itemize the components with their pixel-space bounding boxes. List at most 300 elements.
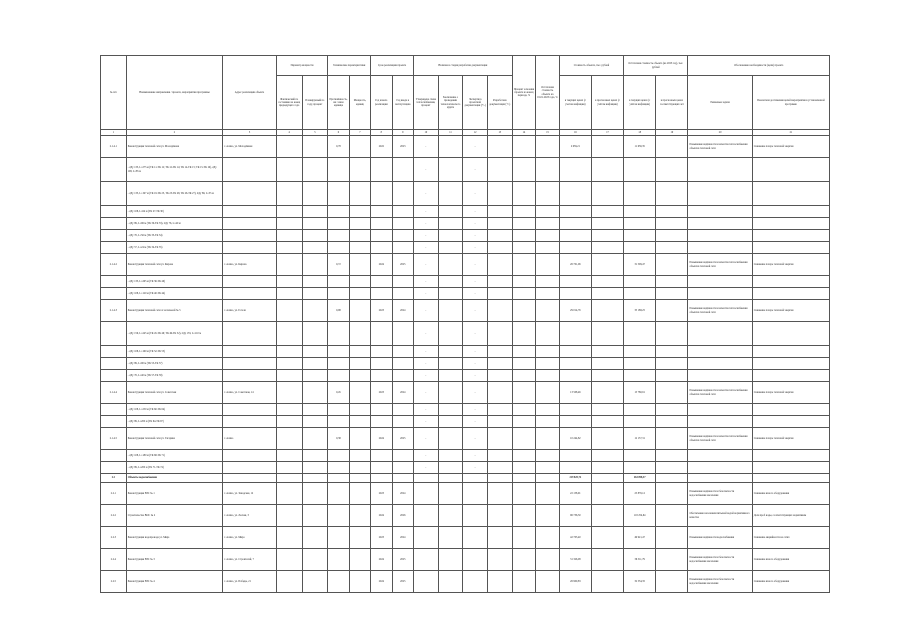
indicators-cell: Снижение потерь тепловой энергии	[752, 428, 829, 450]
cost-forecast-cell	[591, 462, 623, 474]
length-cell: 0,45	[328, 382, 349, 404]
residual-percent-cell	[536, 450, 560, 462]
docs-scheme-cell: -	[414, 416, 439, 428]
tasks-cell	[688, 230, 752, 242]
cost-forecast-cell	[591, 276, 623, 288]
row-name: - 2Ду 89, L=200 м (ТК 71-ТК 74)	[126, 462, 222, 474]
table-row	[101, 206, 830, 218]
residual-percent-cell	[536, 571, 560, 593]
length-cell	[328, 416, 349, 428]
end-year-cell	[392, 288, 413, 300]
row-address	[223, 450, 277, 462]
residual-percent-cell	[536, 404, 560, 416]
docs-scheme-cell	[414, 474, 439, 483]
cost-current-cell	[559, 346, 591, 358]
residual-percent-cell	[536, 322, 560, 346]
row-address	[223, 358, 277, 370]
indicators-cell	[752, 242, 829, 254]
indicators-cell	[752, 288, 829, 300]
docs-audit-cell	[438, 254, 463, 276]
investment-program-table	[100, 55, 830, 593]
cost-current-cell	[559, 230, 591, 242]
row-address	[223, 416, 277, 428]
docs-audit-cell	[438, 483, 463, 505]
cost-current-cell	[559, 242, 591, 254]
capacity-cell	[349, 474, 370, 483]
docs-developed-cell	[487, 382, 512, 404]
tasks-cell	[688, 416, 752, 428]
capacity-cell	[349, 276, 370, 288]
row-number	[101, 370, 127, 382]
power-plan-cell	[302, 483, 328, 505]
power-plan-cell	[302, 300, 328, 322]
residual-current-cell: 11 659,35	[624, 136, 656, 158]
cost-current-cell: 22 158,91	[559, 483, 591, 505]
residual-forecast-cell	[656, 358, 688, 370]
docs-audit-cell	[438, 136, 463, 158]
start-year-cell	[371, 322, 392, 346]
residual-forecast-cell	[656, 370, 688, 382]
row-number: 2.2	[101, 474, 127, 483]
row-address: г. Асино, ул. Заводская, 12	[223, 483, 277, 505]
end-year-cell	[392, 346, 413, 358]
cost-forecast-cell	[591, 549, 623, 571]
cost-forecast-cell	[591, 346, 623, 358]
docs-scheme-cell: -	[414, 254, 439, 276]
docs-scheme-cell: -	[414, 428, 439, 450]
column-number: 20	[688, 130, 752, 136]
docs-expertise-cell: -	[463, 300, 488, 322]
table-row	[101, 276, 830, 288]
power-actual-cell	[276, 483, 302, 505]
start-year-cell	[371, 450, 392, 462]
docs-expertise-cell: -	[463, 288, 488, 300]
cost-forecast-cell	[591, 370, 623, 382]
indicators-cell: Снижение аварийности на сетях	[752, 527, 829, 549]
row-address	[223, 230, 277, 242]
col-address-header: Адрес реализации объекта	[223, 56, 277, 130]
power-actual-cell	[276, 182, 302, 206]
power-actual-cell	[276, 288, 302, 300]
start-year-cell: 2024	[371, 428, 392, 450]
docs-scheme-cell: -	[414, 358, 439, 370]
length-cell: 0,98	[328, 300, 349, 322]
residual-current-cell: 263 098,37	[624, 474, 656, 483]
tasks-cell	[688, 242, 752, 254]
indicators-cell	[752, 276, 829, 288]
docs-expertise-cell: -	[463, 242, 488, 254]
docs-scheme-cell: -	[414, 322, 439, 346]
row-name: Реконструкция тепловой сети ул. Молодёжная	[126, 136, 222, 158]
residual-percent-cell	[536, 230, 560, 242]
end-year-cell: 2024	[392, 483, 413, 505]
docs-developed-cell	[487, 483, 512, 505]
percent-cell	[512, 370, 536, 382]
row-number: 2.2.1	[101, 483, 127, 505]
power-actual-cell	[276, 450, 302, 462]
power-plan-cell	[302, 230, 328, 242]
row-name: Реконструкция водопровода ул. Мира	[126, 527, 222, 549]
residual-percent-cell	[536, 158, 560, 182]
residual-percent-cell	[536, 549, 560, 571]
tasks-cell	[688, 346, 752, 358]
cost-forecast-cell	[591, 136, 623, 158]
docs-developed-cell	[487, 158, 512, 182]
docs-scheme-cell: -	[414, 136, 439, 158]
residual-forecast-cell	[656, 404, 688, 416]
start-year-cell	[371, 462, 392, 474]
power-plan-cell	[302, 474, 328, 483]
indicators-cell	[752, 182, 829, 206]
residual-forecast-cell	[656, 450, 688, 462]
residual-forecast-cell	[656, 346, 688, 358]
residual-percent-cell	[536, 300, 560, 322]
row-address	[223, 218, 277, 230]
start-year-cell: 2024	[371, 254, 392, 276]
residual-percent-cell	[536, 288, 560, 300]
col-percent-header: Процент освоения проекта на конец периода, %	[512, 56, 536, 130]
power-plan-cell	[302, 206, 328, 218]
start-year-cell	[371, 242, 392, 254]
power-actual-cell	[276, 300, 302, 322]
table-row	[101, 416, 830, 428]
indicators-cell	[752, 416, 829, 428]
docs-audit-cell	[438, 242, 463, 254]
docs-developed-cell	[487, 549, 512, 571]
length-cell	[328, 346, 349, 358]
power-actual-cell	[276, 462, 302, 474]
docs-developed-cell	[487, 346, 512, 358]
residual-percent-cell	[536, 527, 560, 549]
residual-percent-cell	[536, 182, 560, 206]
row-number	[101, 276, 127, 288]
docs-scheme-cell: -	[414, 370, 439, 382]
table-row	[101, 462, 830, 474]
residual-current-cell: 35 188,25	[624, 300, 656, 322]
cost-forecast-cell	[591, 300, 623, 322]
docs-scheme-cell: -	[414, 242, 439, 254]
residual-forecast-cell	[656, 527, 688, 549]
end-year-cell	[392, 370, 413, 382]
power-actual-cell	[276, 404, 302, 416]
tasks-cell	[688, 218, 752, 230]
capacity-cell	[349, 549, 370, 571]
percent-cell	[512, 242, 536, 254]
docs-audit-cell	[438, 322, 463, 346]
row-name: - 2Ду 89, L=200 м (ТК 64-ТК 67)	[126, 416, 222, 428]
docs-expertise-cell: -	[463, 370, 488, 382]
table-row	[101, 230, 830, 242]
row-name: - 2Ду 108, L=180 м (ТК 68-ТК 71)	[126, 450, 222, 462]
tasks-cell: Повышение надёжности и качества теплоснабжения объектов тепловой сети	[688, 136, 752, 158]
column-number: 17	[591, 130, 623, 136]
docs-developed-cell	[487, 182, 512, 206]
cost-current-cell	[559, 182, 591, 206]
residual-current-cell	[624, 462, 656, 474]
row-number	[101, 242, 127, 254]
residual-current-cell	[624, 218, 656, 230]
indicators-cell	[752, 158, 829, 182]
length-cell	[328, 505, 349, 527]
residual-forecast-cell	[656, 288, 688, 300]
residual-current-cell	[624, 158, 656, 182]
residual-forecast-cell	[656, 462, 688, 474]
docs-scheme-cell: -	[414, 158, 439, 182]
row-number: 2.1.4.2	[101, 254, 127, 276]
cost-forecast-cell	[591, 182, 623, 206]
percent-cell	[512, 358, 536, 370]
cost-forecast-cell	[591, 571, 623, 593]
cost-current-cell: 96 736,50	[559, 505, 591, 527]
power-plan-cell	[302, 382, 328, 404]
tasks-header: Решаемые задачи	[688, 76, 752, 130]
start-year-cell	[371, 358, 392, 370]
row-number	[101, 358, 127, 370]
capacity-cell	[349, 358, 370, 370]
capacity-cell	[349, 242, 370, 254]
docs-expertise-cell: -	[463, 404, 488, 416]
residual-forecast-cell	[656, 571, 688, 593]
row-name: Реконструкция тепловой сети от котельной № 5	[126, 300, 222, 322]
cost-current-cell: 219 825,72	[559, 474, 591, 483]
power-plan-cell	[302, 527, 328, 549]
row-address	[223, 322, 277, 346]
end-year-cell	[392, 218, 413, 230]
residual-current-cell: 25 876,12	[624, 483, 656, 505]
percent-cell	[512, 474, 536, 483]
start-year-cell: 2023	[371, 527, 392, 549]
row-address	[223, 206, 277, 218]
docs-expertise-cell: -	[463, 136, 488, 158]
capacity-cell	[349, 450, 370, 462]
percent-cell	[512, 549, 536, 571]
residual-forecast-cell	[656, 322, 688, 346]
indicators-cell: Снижение потерь тепловой энергии	[752, 254, 829, 276]
row-name: - 2Ду 133, L=265 м (ТК 36-ТК 40)	[126, 276, 222, 288]
row-name: - 2Ду 108, L=250 м (ТК 60-ТК 64)	[126, 404, 222, 416]
length-cell	[328, 462, 349, 474]
start-year-cell	[371, 230, 392, 242]
col-name-header: Наименование направления / проекта, мероприятия программы	[126, 56, 222, 130]
length-cell	[328, 474, 349, 483]
residual-current-cell	[624, 404, 656, 416]
end-year-cell	[392, 242, 413, 254]
end-year-cell	[392, 182, 413, 206]
length-cell	[328, 158, 349, 182]
column-number: 5	[302, 130, 328, 136]
cost-current-cell	[559, 462, 591, 474]
docs-developed-cell	[487, 254, 512, 276]
residual-percent-cell	[536, 136, 560, 158]
power-plan-cell	[302, 450, 328, 462]
start-year-cell: 2023	[371, 382, 392, 404]
docs-audit-cell	[438, 300, 463, 322]
table-body	[101, 136, 830, 593]
tasks-cell: Повышение надёжности и качества теплоснабжения объектов тепловой сети	[688, 428, 752, 450]
power-actual-cell	[276, 505, 302, 527]
row-address: г. Асино, ул. Лесная, 3	[223, 505, 277, 527]
residual-current-header: в текущих ценах (с учётом инфляции)	[624, 76, 656, 130]
start-year-cell: 2024	[371, 571, 392, 593]
percent-cell	[512, 300, 536, 322]
percent-cell	[512, 218, 536, 230]
tech-group-header: Технические характеристики	[328, 56, 371, 76]
indicators-cell: Снижение потерь тепловой энергии	[752, 300, 829, 322]
capacity-cell	[349, 158, 370, 182]
cost-current-cell	[559, 288, 591, 300]
row-name: - 2Ду 89, L=90 м (ТК 55-ТК 57)	[126, 358, 222, 370]
docs-scheme-cell: -	[414, 404, 439, 416]
docs-developed-cell	[487, 136, 512, 158]
tasks-cell: Обеспечение населения питьевой водой нормативного качества	[688, 505, 752, 527]
residual-forecast-cell	[656, 428, 688, 450]
start-year-cell	[371, 218, 392, 230]
length-cell	[328, 358, 349, 370]
docs-audit-cell	[438, 182, 463, 206]
length-cell: 0,38	[328, 428, 349, 450]
end-year-cell	[392, 450, 413, 462]
row-name: Реконструкция ВЗС № 4	[126, 571, 222, 593]
residual-current-cell	[624, 230, 656, 242]
docs-scheme-cell	[414, 549, 439, 571]
power-plan-cell	[302, 358, 328, 370]
capacity-cell	[349, 505, 370, 527]
docs-expertise-cell: -	[463, 346, 488, 358]
percent-cell	[512, 571, 536, 593]
power-actual-cell	[276, 158, 302, 182]
docs-scheme-cell: -	[414, 230, 439, 242]
row-address: г. Асино, ул. Гоголя	[223, 300, 277, 322]
tech-length-header: Протяжённость, км / иная единица	[328, 76, 349, 130]
start-year-cell	[371, 276, 392, 288]
power-plan-cell	[302, 571, 328, 593]
power-actual-cell	[276, 136, 302, 158]
row-address	[223, 370, 277, 382]
row-number	[101, 182, 127, 206]
cost-current-cell	[559, 358, 591, 370]
length-cell: 0,78	[328, 136, 349, 158]
docs-scheme-cell	[414, 571, 439, 593]
column-number: 15	[536, 130, 560, 136]
power-actual-cell	[276, 370, 302, 382]
residual-forecast-cell	[656, 182, 688, 206]
row-number	[101, 218, 127, 230]
docs-scheme-cell	[414, 483, 439, 505]
power-plan-cell	[302, 218, 328, 230]
power-plan-cell	[302, 370, 328, 382]
row-address: г. Асино, ул. Мира	[223, 527, 277, 549]
residual-percent-cell	[536, 206, 560, 218]
term-end-header: Год ввода в эксплуатацию	[392, 76, 413, 130]
power-plan-cell	[302, 158, 328, 182]
power-plan-cell	[302, 288, 328, 300]
docs-developed-cell	[487, 474, 512, 483]
docs-scheme-cell: -	[414, 182, 439, 206]
power-plan-cell	[302, 242, 328, 254]
tasks-cell: Повышение надёжности и безопасности водоснабжения населения	[688, 571, 752, 593]
docs-developed-header: Разработана документация (+/-)	[487, 76, 512, 130]
cost-forecast-header: в прогнозных ценах (с учётом инфляции)	[591, 76, 623, 130]
end-year-cell: 2023	[392, 136, 413, 158]
justification-group-header: Обоснование необходимости (цели) проекта	[688, 56, 830, 76]
docs-audit-header: Заключение о проведении технологического аудита	[438, 76, 463, 130]
row-address: г. Асино, ул. Строителей, 7	[223, 549, 277, 571]
start-year-cell	[371, 474, 392, 483]
docs-developed-cell	[487, 276, 512, 288]
percent-cell	[512, 483, 536, 505]
row-name: - 2Ду 76, L=40 м (ТК 57-ТК 58)	[126, 370, 222, 382]
cost-current-cell	[559, 416, 591, 428]
table-row	[101, 346, 830, 358]
row-address: г. Асино, ул. Кирова	[223, 254, 277, 276]
project-row	[101, 483, 830, 505]
cost-current-cell	[559, 276, 591, 288]
power-plan-cell	[302, 182, 328, 206]
power-plan-cell	[302, 136, 328, 158]
power-actual-header: Фактический по состоянию на конец предыдущего года	[276, 76, 302, 130]
percent-cell	[512, 136, 536, 158]
cost-current-cell	[559, 404, 591, 416]
cost-forecast-cell	[591, 474, 623, 483]
row-name: Реконструкция ВЗС № 3	[126, 549, 222, 571]
length-cell	[328, 242, 349, 254]
docs-expertise-cell: -	[463, 158, 488, 182]
residual-current-cell	[624, 416, 656, 428]
power-actual-cell	[276, 206, 302, 218]
cost-forecast-cell	[591, 218, 623, 230]
indicators-cell: Снижение потерь тепловой энергии	[752, 136, 829, 158]
docs-expertise-cell: -	[463, 322, 488, 346]
docs-expertise-cell: -	[463, 254, 488, 276]
cost-forecast-cell	[591, 505, 623, 527]
row-number	[101, 322, 127, 346]
row-number	[101, 288, 127, 300]
row-number	[101, 462, 127, 474]
residual-current-cell: 12 157,31	[624, 428, 656, 450]
row-number: 2.1.4.5	[101, 428, 127, 450]
docs-expertise-cell	[463, 527, 488, 549]
start-year-cell: 2023	[371, 483, 392, 505]
column-number: 19	[656, 130, 688, 136]
docs-expertise-cell: -	[463, 462, 488, 474]
tasks-cell	[688, 206, 752, 218]
tasks-cell	[688, 182, 752, 206]
tasks-cell	[688, 462, 752, 474]
row-number: 2.2.4	[101, 549, 127, 571]
residual-current-cell	[624, 322, 656, 346]
percent-cell	[512, 230, 536, 242]
project-row	[101, 136, 830, 158]
project-row	[101, 300, 830, 322]
docs-expertise-cell: -	[463, 218, 488, 230]
cost-group-header: Стоимость объекта, тыс. рублей	[559, 56, 623, 76]
length-cell	[328, 571, 349, 593]
docs-audit-cell	[438, 276, 463, 288]
cost-forecast-cell	[591, 206, 623, 218]
table-row	[101, 182, 830, 206]
tasks-cell	[688, 276, 752, 288]
column-number: 16	[559, 130, 591, 136]
percent-cell	[512, 450, 536, 462]
power-actual-cell	[276, 416, 302, 428]
docs-developed-cell	[487, 404, 512, 416]
percent-cell	[512, 288, 536, 300]
residual-current-cell	[624, 450, 656, 462]
cost-current-header: в текущих ценах (с учетом инфляции)	[559, 76, 591, 130]
row-address: г. Асино, ул. Молодёжная	[223, 136, 277, 158]
docs-developed-cell	[487, 358, 512, 370]
cost-current-cell	[559, 206, 591, 218]
